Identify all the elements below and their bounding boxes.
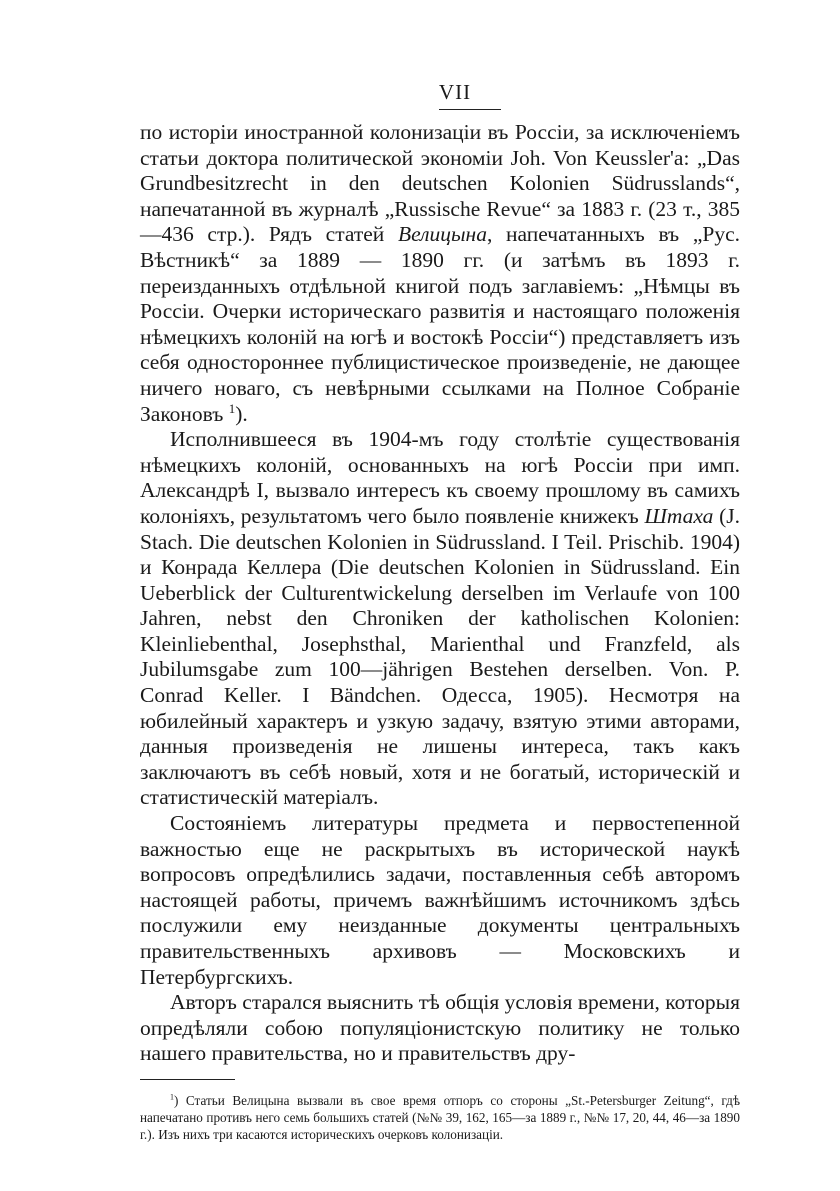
page	[140, 80, 740, 1143]
paragraph-2-text-cont: (J. Stach. Die deutschen Kolonien in Südrussland. I Teil. Prischib. 1904) и Конрада Келлера (Die deutschen Kolonien in Südrussland. Ein Ueberblick der Culturentwickelung derselben im Verlaufe von 100 Jahren, nebst den Chroniken der katholischen Kolonien: Kleinliebenthal, Josephsthal, Marienthal und Franzfeld, als Jubilumsgabe zum 100—jährigen Bestehen derselben. Von. P. Conrad Keller. I Bändchen. Одесса, 1905). Несмотря на юбилейный характеръ и узкую задачу, взятую этими авторами, данныя произведенія не лишены интереса, такъ какъ заключаютъ въ себѣ новый, хотя и не богатый, историческій и статистическій матеріалъ.	[140, 503, 741, 810]
paragraph-1-text: по исторіи иностранной колонизаціи въ Россіи, за исключеніемъ статьи доктора политической экономіи Joh. Von Keussler'a: „Das Grundbesitzrecht in den deutschen Kolonien Südrusslands“, напечатанной въ журналѣ „Russische Revue“ за 1883 г. (23 т., 385—436 стр.). Рядъ статей	[140, 120, 740, 247]
author-name-stach: Штаха	[644, 503, 714, 528]
paragraph-3-text: Состояніемъ литературы предмета и первостепенной важностью еще не раскрытыхъ въ исторической наукѣ вопросовъ опредѣлились задачи, поставленныя себѣ авторомъ настоящей работы, причемъ важнѣйшимъ источникомъ здѣсь послужили ему неизданные документы центральныхъ правительственныхъ архивовъ — Московскихъ и Петербургскихъ.	[140, 811, 740, 989]
footnote-reference[interactable]: 1	[228, 401, 236, 416]
paragraph-4	[140, 990, 740, 1067]
body-text	[140, 120, 740, 1067]
paragraph-4-text: Авторъ старался выяснить тѣ общія условія времени, которыя опредѣляли собою популяціонистскую политику не только нашего правительства, но и правительствъ дру-	[140, 990, 740, 1066]
footnote-rule	[140, 1079, 235, 1080]
paragraph-1-text-cont: , напечатанныхъ въ „Рус. Вѣстникѣ“ за 1889 — 1890 гг. (и затѣмъ въ 1893 г. переизданныхъ отдѣльной книгой подъ заглавіемъ: „Нѣмцы въ Россіи. Очерки историческаго развитія и настоящаго положенія нѣмецкихъ колоній на югѣ и востокѣ Россіи“) представляетъ изъ себя одностороннее публицистическое произведеніе, не дающее ничего новаго, съ невѣрными ссылками на Полное Собраніе Законовъ	[140, 222, 741, 426]
footnote-marker: 1	[170, 1092, 174, 1102]
footnote-text: ) Статьи Велицына вызвали въ свое время отпоръ со стороны „St.-Petersburger Zeitung“, гдѣ напечатано противъ него семь большихъ статей (№№ 39, 162, 165—за 1889 г., №№ 17, 20, 44, 46—за 1890 г.). Изъ нихъ три касаются историческихъ очерковъ колонизаціи.	[140, 1092, 740, 1142]
paragraph-1	[140, 120, 740, 427]
paragraph-2-text: Исполнившееся въ 1904-мъ году столѣтіе существованія нѣмецкихъ колоній, основанныхъ на югѣ Россіи при имп. Александрѣ I, вызвало интересъ къ своему прошлому въ самихъ колоніяхъ, результатомъ чего было появленіе книжекъ	[140, 427, 740, 528]
header-rule	[439, 109, 501, 110]
paragraph-2	[140, 427, 740, 811]
paragraph-1-end: ).	[235, 401, 248, 426]
footnote	[140, 1092, 740, 1143]
author-name-velitsyn: Велицына	[397, 222, 487, 247]
page-number: VII	[438, 80, 472, 104]
paragraph-3	[140, 811, 740, 990]
